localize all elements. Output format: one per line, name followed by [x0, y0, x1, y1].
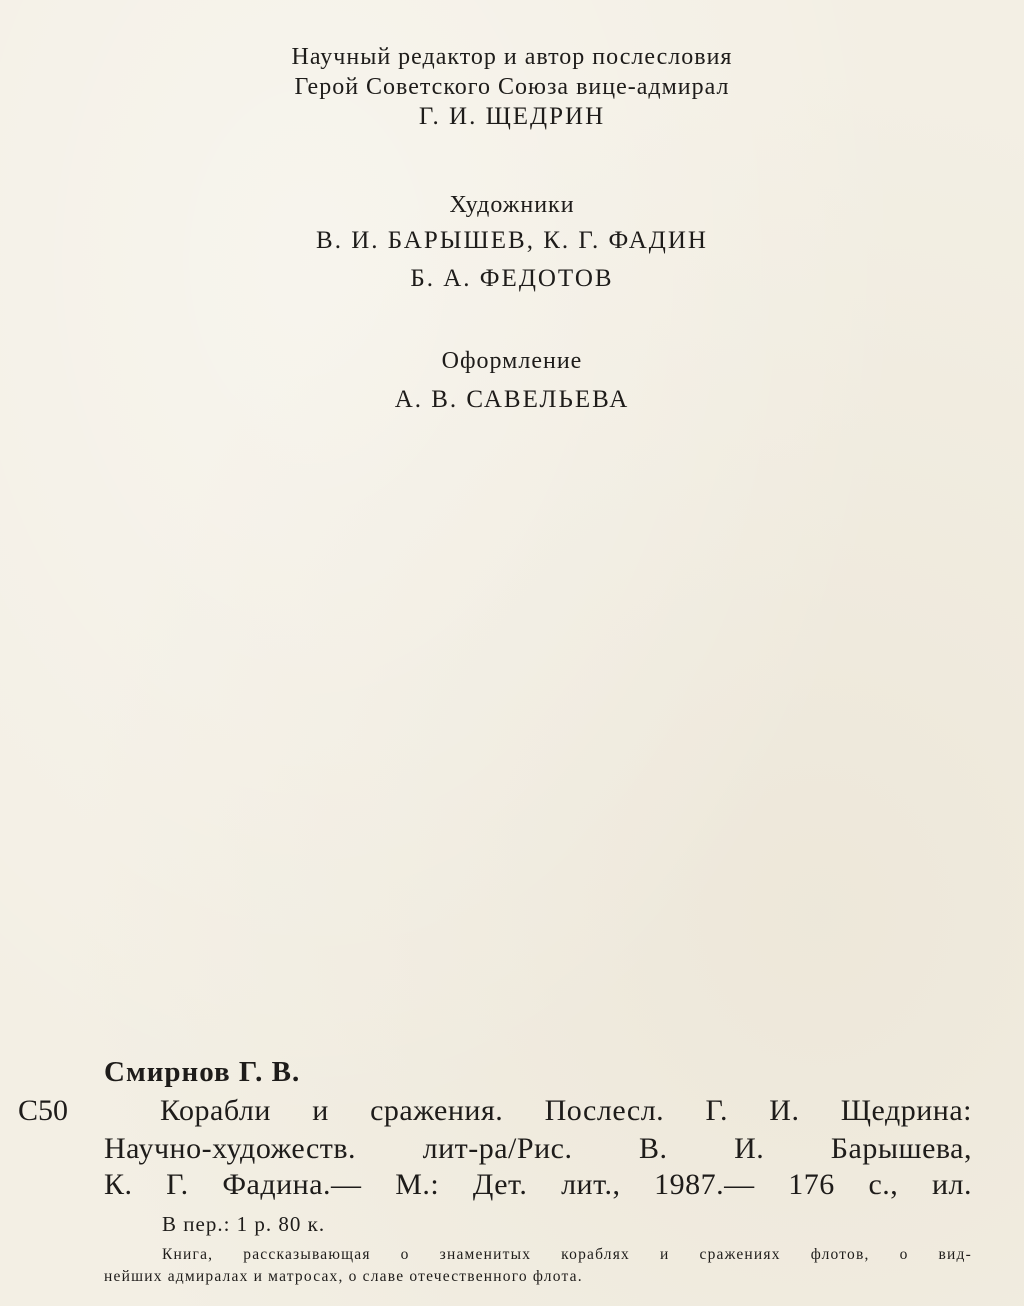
price-line: В пер.: 1 р. 80 к.: [162, 1212, 326, 1236]
artists-names-line1: В. И. БАРЫШЕВ, К. Г. ФАДИН: [316, 227, 708, 254]
design-name: А. В. САВЕЛЬЕВА: [394, 386, 630, 413]
design-role: Оформление: [441, 348, 583, 374]
annotation-line-1: Книга, рассказывающая о знаменитых кораблях и сражениях флотов, о вид-: [162, 1246, 972, 1263]
artists-names-line2: Б. А. ФЕДОТОВ: [410, 265, 614, 292]
annotation-line-2: нейших адмиралах и матросах, о славе отечественного флота.: [104, 1268, 583, 1285]
bibliographic-line-3: К. Г. Фадина.— М.: Дет. лит., 1987.— 176 с., ил.: [104, 1168, 972, 1201]
bibliographic-line-2: Научно-художеств. лит-ра/Рис. В. И. Барышева,: [104, 1132, 972, 1165]
classification-code: С50: [18, 1094, 69, 1127]
bibliographic-author: Смирнов Г. В.: [104, 1056, 301, 1088]
editor-role-line1: Научный редактор и автор послесловия: [291, 44, 733, 70]
artists-role: Художники: [449, 192, 575, 218]
editor-name: Г. И. ЩЕДРИН: [418, 103, 606, 130]
bibliographic-line-1: Корабли и сражения. Послесл. Г. И. Щедрина:: [160, 1094, 972, 1127]
editor-role-line2: Герой Советского Союза вице-адмирал: [294, 74, 730, 100]
